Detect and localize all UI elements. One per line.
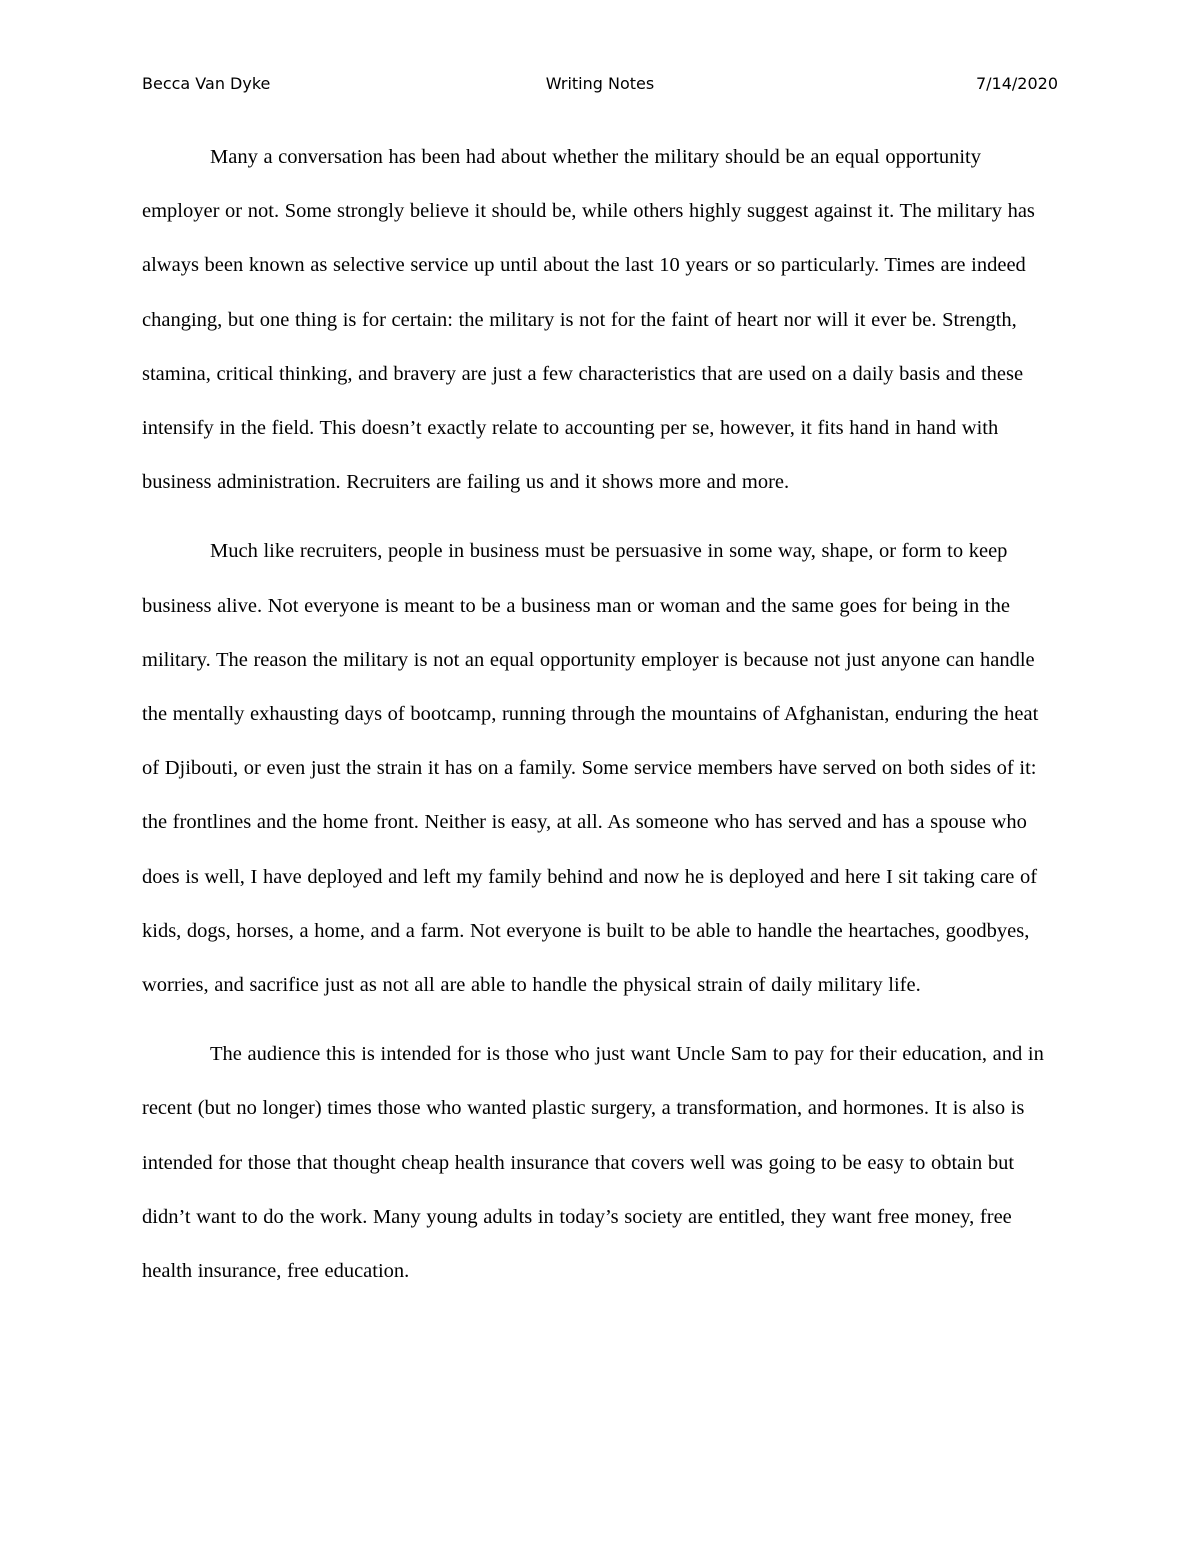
- page-header: [142, 74, 1058, 98]
- author-name: Becca Van Dyke: [142, 74, 271, 93]
- paragraph-2: Much like recruiters, people in business must be persuasive in some way, shape, or form to keep business alive. Not everyone is meant to be a business man or woman and the same goes for being in the military. The reason the military is not an equal opportunity employer is because not just anyone can handle the mentally exhausting days of bootcamp, running through the mountains of Afghanistan, enduring the heat of Djibouti, or even just the strain it has on a family. Some service members have served on both sides of it: the frontlines and the home front. Neither is easy, at all. As someone who has served and has a spouse who does is well, I have deployed and left my family behind and now he is deployed and here I sit taking care of kids, dogs, horses, a home, and a farm. Not everyone is built to be able to handle the heartaches, goodbyes, worries, and sacrifice just as not all are able to handle the physical strain of daily military life.: [142, 540, 1039, 997]
- paragraph-3: The audience this is intended for is those who just want Uncle Sam to pay for their education, and in recent (but no longer) times those who wanted plastic surgery, a transformation, and hormones. It is also is intended for those that thought cheap health insurance that covers well was going to be easy to obtain but didn’t want to do the work. Many young adults in today’s society are entitled, they want free money, free health insurance, free education.: [142, 1043, 1044, 1283]
- document-body: [142, 130, 1058, 1313]
- document-title: Writing Notes: [545, 74, 655, 93]
- document-date: 7/14/2020: [975, 74, 1058, 93]
- paragraph-1: Many a conversation has been had about whether the military should be an equal opportunity employer or not. Some strongly believe it should be, while others highly suggest against it. The military has always been known as selective service up until about the last 10 years or so particularly. Times are indeed changing, but one thing is for certain: the military is not for the faint of heart nor will it ever be. Strength, stamina, critical thinking, and bravery are just a few characteristics that are used on a daily basis and these intensify in the field. This doesn’t exactly relate to accounting per se, however, it fits hand in hand with business administration. Recruiters are failing us and it shows more and more.: [142, 146, 1035, 494]
